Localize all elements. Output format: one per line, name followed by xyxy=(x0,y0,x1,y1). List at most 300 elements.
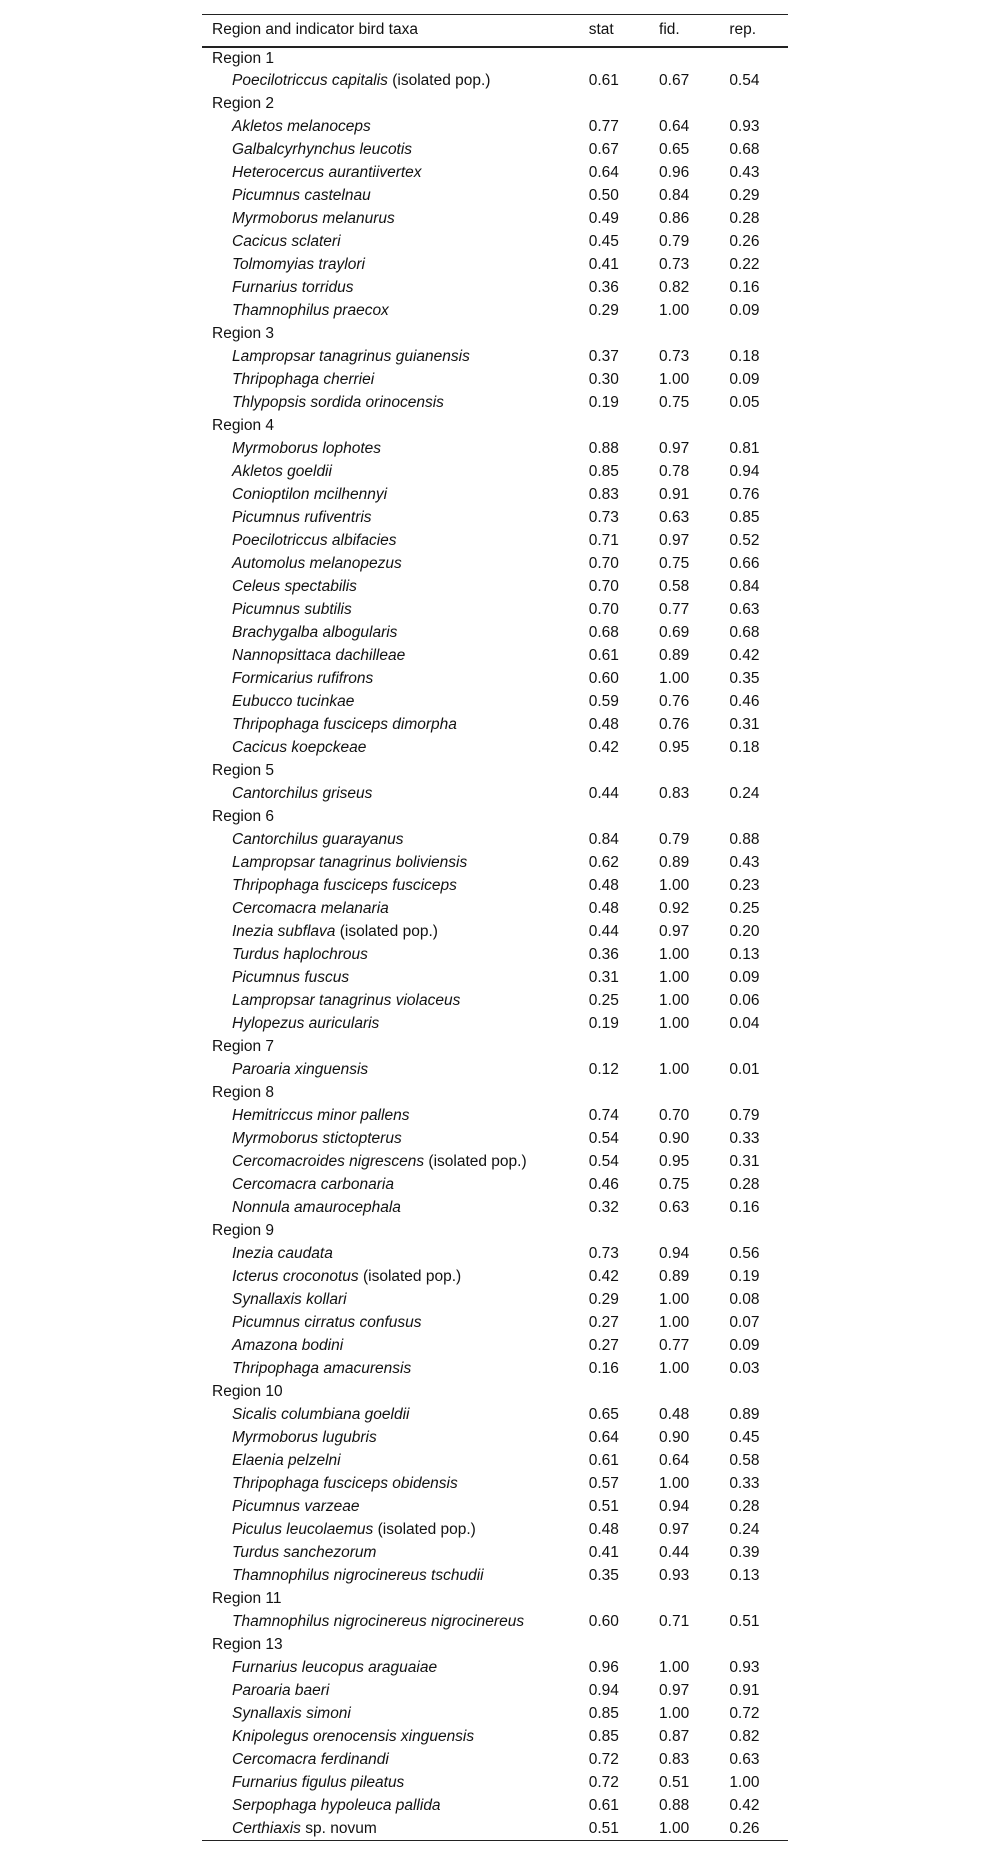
stat-value: 0.70 xyxy=(588,601,619,618)
fidelity-value: 1.00 xyxy=(659,1291,690,1308)
representativeness-value: 0.72 xyxy=(729,1705,760,1722)
fidelity-value: 0.90 xyxy=(659,1130,690,1147)
taxon-cell xyxy=(202,829,589,852)
fidelity-value: 0.83 xyxy=(659,1751,690,1768)
table-row xyxy=(202,875,788,898)
region-label: Region 7 xyxy=(212,1038,275,1055)
taxon-cell xyxy=(202,1519,589,1542)
table-row xyxy=(202,1657,788,1680)
taxon-cell xyxy=(202,277,589,300)
representativeness-value: 0.56 xyxy=(729,1245,760,1262)
header-taxa: Region and indicator bird taxa xyxy=(202,15,589,47)
taxon-name: Cercomacra melanaria xyxy=(232,900,389,917)
taxon-name: Inezia caudata xyxy=(232,1245,333,1262)
taxon-name: Hemitriccus minor pallens xyxy=(232,1107,410,1124)
table-row xyxy=(202,898,788,921)
table-row xyxy=(202,1013,788,1036)
fidelity-value: 0.83 xyxy=(659,785,690,802)
fidelity-value: 1.00 xyxy=(659,969,690,986)
table-row xyxy=(202,507,788,530)
stat-value: 0.37 xyxy=(588,348,619,365)
stat-value: 0.68 xyxy=(588,624,619,641)
taxon-name: Synallaxis kollari xyxy=(232,1291,347,1308)
representativeness-value: 0.79 xyxy=(729,1107,760,1124)
table-row xyxy=(202,967,788,990)
taxon-name: Poecilotriccus albifacies xyxy=(232,532,397,549)
stat-value: 0.67 xyxy=(588,141,619,158)
table-row xyxy=(202,254,788,277)
fidelity-value: 0.75 xyxy=(659,555,690,572)
fidelity-value: 0.71 xyxy=(659,1613,690,1630)
taxon-cell xyxy=(202,1105,589,1128)
stat-value: 0.42 xyxy=(588,1268,619,1285)
fidelity-value: 1.00 xyxy=(659,1659,690,1676)
representativeness-value: 0.16 xyxy=(729,279,760,296)
table-row xyxy=(202,576,788,599)
stat-value: 0.72 xyxy=(588,1751,619,1768)
taxon-cell xyxy=(202,530,589,553)
representativeness-value: 0.13 xyxy=(729,946,760,963)
table-row xyxy=(202,1542,788,1565)
taxon-cell xyxy=(202,576,589,599)
representativeness-value: 0.35 xyxy=(729,670,760,687)
representativeness-value: 0.46 xyxy=(729,693,760,710)
taxon-cell xyxy=(202,1795,589,1818)
fidelity-value: 0.63 xyxy=(659,509,690,526)
taxon-note: sp. novum xyxy=(300,1819,377,1837)
taxon-cell xyxy=(202,1335,589,1358)
representativeness-value: 0.28 xyxy=(729,1176,760,1193)
taxon-name: Conioptilon mcilhennyi xyxy=(232,486,388,503)
region-row xyxy=(202,1082,788,1105)
table-row xyxy=(202,1312,788,1335)
taxon-name: Furnarius figulus pileatus xyxy=(232,1774,405,1791)
fidelity-value: 0.76 xyxy=(659,693,690,710)
taxon-name: Nannopsittaca dachilleae xyxy=(232,647,406,664)
stat-value: 0.65 xyxy=(588,1406,619,1423)
fidelity-value: 0.73 xyxy=(659,256,690,273)
taxon-name: Paroaria xinguensis xyxy=(232,1061,369,1078)
table-row xyxy=(202,208,788,231)
taxon-cell xyxy=(202,300,589,323)
taxon-cell xyxy=(202,231,589,254)
taxon-name: Cercomacra carbonaria xyxy=(232,1176,394,1193)
representativeness-value: 0.03 xyxy=(729,1360,760,1377)
fidelity-value: 0.97 xyxy=(659,532,690,549)
fidelity-value: 0.75 xyxy=(659,394,690,411)
fidelity-value: 0.93 xyxy=(659,1567,690,1584)
taxon-name: Hylopezus auricularis xyxy=(232,1015,380,1032)
stat-value: 0.29 xyxy=(588,1291,619,1308)
taxon-name: Thripophaga fusciceps obidensis xyxy=(232,1475,458,1492)
representativeness-value: 0.22 xyxy=(729,256,760,273)
representativeness-value: 0.54 xyxy=(729,72,760,89)
representativeness-value: 0.09 xyxy=(729,969,760,986)
taxon-name: Elaenia pelzelni xyxy=(232,1452,341,1469)
representativeness-value: 0.58 xyxy=(729,1452,760,1469)
taxon-name: Thripophaga fusciceps dimorpha xyxy=(232,716,457,733)
representativeness-value: 1.00 xyxy=(729,1774,760,1791)
taxon-cell xyxy=(202,875,589,898)
stat-value: 0.77 xyxy=(588,118,619,135)
region-label: Region 13 xyxy=(212,1636,283,1653)
table-row xyxy=(202,921,788,944)
taxon-cell xyxy=(202,1059,589,1082)
taxon-name: Cantorchilus griseus xyxy=(232,785,373,802)
table-row xyxy=(202,1703,788,1726)
taxon-name: Tolmomyias traylori xyxy=(232,256,365,273)
fidelity-value: 0.58 xyxy=(659,578,690,595)
taxon-name: Thamnophilus nigrocinereus nigrocinereus xyxy=(232,1613,525,1630)
stat-value: 0.16 xyxy=(588,1360,619,1377)
taxon-name: Cacicus sclateri xyxy=(232,233,341,250)
taxon-cell xyxy=(202,668,589,691)
stat-value: 0.41 xyxy=(588,256,619,273)
representativeness-value: 0.31 xyxy=(729,1153,760,1170)
taxon-name: Automolus melanopezus xyxy=(232,555,402,572)
stat-value: 0.51 xyxy=(588,1498,619,1515)
table-row xyxy=(202,438,788,461)
stat-value: 0.61 xyxy=(588,1452,619,1469)
region-label: Region 2 xyxy=(212,95,275,112)
table-row xyxy=(202,185,788,208)
representativeness-value: 0.18 xyxy=(729,348,760,365)
stat-value: 0.42 xyxy=(588,739,619,756)
taxon-name: Akletos melanoceps xyxy=(232,118,371,135)
region-label: Region 9 xyxy=(212,1222,275,1239)
taxon-name: Paroaria baeri xyxy=(232,1682,330,1699)
table-row xyxy=(202,70,788,93)
stat-value: 0.84 xyxy=(588,831,619,848)
table-row xyxy=(202,1427,788,1450)
region-row xyxy=(202,93,788,116)
fidelity-value: 0.94 xyxy=(659,1245,690,1262)
fidelity-value: 1.00 xyxy=(659,1705,690,1722)
taxon-name: Picumnus fuscus xyxy=(232,969,350,986)
taxon-name: Thripophaga cherriei xyxy=(232,371,375,388)
table-row xyxy=(202,852,788,875)
representativeness-value: 0.88 xyxy=(729,831,760,848)
stat-value: 0.27 xyxy=(588,1337,619,1354)
table-row xyxy=(202,1059,788,1082)
representativeness-value: 0.51 xyxy=(729,1613,760,1630)
representativeness-value: 0.43 xyxy=(729,854,760,871)
region-row xyxy=(202,1588,788,1611)
representativeness-value: 0.23 xyxy=(729,877,760,894)
stat-value: 0.70 xyxy=(588,578,619,595)
table-row xyxy=(202,231,788,254)
fidelity-value: 0.96 xyxy=(659,164,690,181)
stat-value: 0.41 xyxy=(588,1544,619,1561)
stat-value: 0.85 xyxy=(588,1705,619,1722)
taxon-cell xyxy=(202,254,589,277)
stat-value: 0.60 xyxy=(588,670,619,687)
table-row xyxy=(202,714,788,737)
taxon-cell xyxy=(202,1289,589,1312)
table-header-row xyxy=(202,15,788,47)
stat-value: 0.19 xyxy=(588,394,619,411)
fidelity-value: 0.89 xyxy=(659,647,690,664)
representativeness-value: 0.66 xyxy=(729,555,760,572)
taxon-name: Furnarius leucopus araguaiae xyxy=(232,1659,438,1676)
stat-value: 0.59 xyxy=(588,693,619,710)
stat-value: 0.48 xyxy=(588,1521,619,1538)
header-fid: fid. xyxy=(659,15,729,47)
stat-value: 0.62 xyxy=(588,854,619,871)
representativeness-value: 0.20 xyxy=(729,923,760,940)
taxon-cell xyxy=(202,1565,589,1588)
region-label: Region 5 xyxy=(212,762,275,779)
region-label: Region 3 xyxy=(212,325,275,342)
region-label: Region 1 xyxy=(212,49,275,67)
taxon-name: Thlypopsis sordida orinocensis xyxy=(232,394,444,411)
table-row xyxy=(202,1289,788,1312)
stat-value: 0.73 xyxy=(588,509,619,526)
taxon-name: Nonnula amaurocephala xyxy=(232,1199,401,1216)
representativeness-value: 0.26 xyxy=(729,1818,788,1841)
fidelity-value: 0.87 xyxy=(659,1728,690,1745)
table-row xyxy=(202,1174,788,1197)
taxon-cell xyxy=(202,599,589,622)
taxon-cell xyxy=(202,70,589,93)
representativeness-value: 0.52 xyxy=(729,532,760,549)
table-row xyxy=(202,1473,788,1496)
fidelity-value: 0.79 xyxy=(659,233,690,250)
stat-value: 0.71 xyxy=(588,532,619,549)
table-row xyxy=(202,1749,788,1772)
fidelity-value: 1.00 xyxy=(659,1360,690,1377)
taxon-cell xyxy=(202,162,589,185)
representativeness-value: 0.09 xyxy=(729,371,760,388)
representativeness-value: 0.81 xyxy=(729,440,760,457)
taxon-name: Cacicus koepckeae xyxy=(232,739,367,756)
table-row xyxy=(202,737,788,760)
table-row xyxy=(202,944,788,967)
representativeness-value: 0.85 xyxy=(729,509,760,526)
table-row xyxy=(202,1197,788,1220)
region-row xyxy=(202,1634,788,1657)
stat-value: 0.94 xyxy=(588,1682,619,1699)
taxon-cell xyxy=(202,852,589,875)
fidelity-value: 0.69 xyxy=(659,624,690,641)
stat-value: 0.19 xyxy=(588,1015,619,1032)
taxon-cell xyxy=(202,1473,589,1496)
taxon-name: Picumnus castelnau xyxy=(232,187,371,204)
fidelity-value: 1.00 xyxy=(659,1314,690,1331)
taxon-name: Picumnus cirratus confusus xyxy=(232,1314,422,1331)
taxon-cell xyxy=(202,1151,589,1174)
taxon-cell xyxy=(202,1404,589,1427)
taxon-name: Akletos goeldii xyxy=(232,463,332,480)
stat-value: 0.54 xyxy=(588,1130,619,1147)
taxon-cell xyxy=(202,369,589,392)
taxon-name: Celeus spectabilis xyxy=(232,578,357,595)
taxon-cell xyxy=(202,1680,589,1703)
region-row xyxy=(202,760,788,783)
taxon-cell xyxy=(202,967,589,990)
stat-value: 0.70 xyxy=(588,555,619,572)
stat-value: 0.96 xyxy=(588,1659,619,1676)
taxon-name: Synallaxis simoni xyxy=(232,1705,351,1722)
representativeness-value: 0.05 xyxy=(729,394,760,411)
stat-value: 0.85 xyxy=(588,463,619,480)
table-row xyxy=(202,1450,788,1473)
stat-value: 0.49 xyxy=(588,210,619,227)
representativeness-value: 0.82 xyxy=(729,1728,760,1745)
header-stat: stat xyxy=(589,15,659,47)
region-label: Region 6 xyxy=(212,808,275,825)
stat-value: 0.85 xyxy=(588,1728,619,1745)
representativeness-value: 0.04 xyxy=(729,1015,760,1032)
fidelity-value: 0.75 xyxy=(659,1176,690,1193)
taxon-name: Myrmoborus lugubris xyxy=(232,1429,377,1446)
taxon-cell xyxy=(202,622,589,645)
taxon-cell xyxy=(202,1611,589,1634)
taxon-cell xyxy=(202,944,589,967)
taxon-note: (isolated pop.) xyxy=(373,1521,476,1538)
table-row xyxy=(202,1266,788,1289)
fidelity-value: 0.91 xyxy=(659,486,690,503)
stat-value: 0.88 xyxy=(588,440,619,457)
taxon-name: Icterus croconotus xyxy=(232,1268,359,1285)
table-row xyxy=(202,369,788,392)
taxon-name: Brachygalba albogularis xyxy=(232,624,398,641)
representativeness-value: 0.01 xyxy=(729,1061,760,1078)
representativeness-value: 0.42 xyxy=(729,1797,760,1814)
stat-value: 0.12 xyxy=(588,1061,619,1078)
table-row xyxy=(202,346,788,369)
stat-value: 0.27 xyxy=(588,1314,619,1331)
fidelity-value: 0.63 xyxy=(659,1199,690,1216)
fidelity-value: 1.00 xyxy=(659,1061,690,1078)
region-row xyxy=(202,1220,788,1243)
table-row xyxy=(202,392,788,415)
representativeness-value: 0.28 xyxy=(729,1498,760,1515)
fidelity-value: 0.73 xyxy=(659,348,690,365)
fidelity-value: 1.00 xyxy=(659,1015,690,1032)
region-label: Region 4 xyxy=(212,417,275,434)
table-row xyxy=(202,484,788,507)
stat-value: 0.25 xyxy=(588,992,619,1009)
table-row xyxy=(202,116,788,139)
taxon-name: Lampropsar tanagrinus boliviensis xyxy=(232,854,468,871)
taxon-name: Thripophaga fusciceps fusciceps xyxy=(232,877,457,894)
representativeness-value: 0.13 xyxy=(729,1567,760,1584)
representativeness-value: 0.18 xyxy=(729,739,760,756)
taxon-cell xyxy=(202,783,589,806)
table-row xyxy=(202,1611,788,1634)
taxon-name: Lampropsar tanagrinus violaceus xyxy=(232,992,461,1009)
fidelity-value: 1.00 xyxy=(659,992,690,1009)
stat-value: 0.64 xyxy=(588,164,619,181)
fidelity-value: 0.65 xyxy=(659,141,690,158)
fidelity-value: 0.51 xyxy=(659,1774,690,1791)
taxon-name: Thripophaga amacurensis xyxy=(232,1360,412,1377)
taxon-name: Cercomacra ferdinandi xyxy=(232,1751,389,1768)
fidelity-value: 0.84 xyxy=(659,187,690,204)
table-row xyxy=(202,691,788,714)
representativeness-value: 0.24 xyxy=(729,1521,760,1538)
fidelity-value: 0.76 xyxy=(659,716,690,733)
fidelity-value: 0.97 xyxy=(659,1521,690,1538)
taxon-cell xyxy=(202,1542,589,1565)
representativeness-value: 0.76 xyxy=(729,486,760,503)
taxon-cell xyxy=(202,1312,589,1335)
taxon-cell xyxy=(202,1128,589,1151)
region-row xyxy=(202,1036,788,1059)
stat-value: 0.51 xyxy=(589,1818,659,1841)
representativeness-value: 0.24 xyxy=(729,785,760,802)
stat-value: 0.60 xyxy=(588,1613,619,1630)
representativeness-value: 0.31 xyxy=(729,716,760,733)
representativeness-value: 0.39 xyxy=(729,1544,760,1561)
representativeness-value: 0.91 xyxy=(729,1682,760,1699)
taxon-name: Heterocercus aurantiivertex xyxy=(232,164,422,181)
fidelity-value: 0.67 xyxy=(659,72,690,89)
table-row xyxy=(202,990,788,1013)
representativeness-value: 0.42 xyxy=(729,647,760,664)
taxon-note: (isolated pop.) xyxy=(424,1153,527,1170)
stat-value: 0.50 xyxy=(588,187,619,204)
stat-value: 0.46 xyxy=(588,1176,619,1193)
table-row xyxy=(202,1105,788,1128)
representativeness-value: 0.09 xyxy=(729,1337,760,1354)
representativeness-value: 0.63 xyxy=(729,1751,760,1768)
stat-value: 0.73 xyxy=(588,1245,619,1262)
taxon-cell xyxy=(202,553,589,576)
representativeness-value: 0.07 xyxy=(729,1314,760,1331)
representativeness-value: 0.68 xyxy=(729,141,760,158)
stat-value: 0.44 xyxy=(588,923,619,940)
stat-value: 0.35 xyxy=(588,1567,619,1584)
taxon-cell xyxy=(202,392,589,415)
stat-value: 0.61 xyxy=(588,72,619,89)
representativeness-value: 0.16 xyxy=(729,1199,760,1216)
table-row xyxy=(202,300,788,323)
fidelity-value: 0.77 xyxy=(659,601,690,618)
table-row xyxy=(202,783,788,806)
taxon-note: (isolated pop.) xyxy=(358,1268,462,1285)
taxon-name: Picumnus subtilis xyxy=(232,601,352,618)
stat-value: 0.44 xyxy=(588,785,619,802)
taxon-name: Picumnus varzeae xyxy=(232,1498,360,1515)
table-row xyxy=(202,829,788,852)
fidelity-value: 1.00 xyxy=(659,1475,690,1492)
region-row xyxy=(202,415,788,438)
table-row xyxy=(202,1243,788,1266)
taxon-cell xyxy=(202,1243,589,1266)
taxon-name: Amazona bodini xyxy=(232,1337,344,1354)
taxon-name: Turdus sanchezorum xyxy=(232,1544,377,1561)
taxon-cell xyxy=(202,1013,589,1036)
representativeness-value: 0.68 xyxy=(729,624,760,641)
table-row xyxy=(202,1795,788,1818)
table-row xyxy=(202,139,788,162)
representativeness-value: 0.63 xyxy=(729,601,760,618)
region-row xyxy=(202,806,788,829)
taxon-cell xyxy=(202,714,589,737)
taxon-cell xyxy=(202,898,589,921)
fidelity-value: 0.77 xyxy=(659,1337,690,1354)
taxon-cell xyxy=(202,645,589,668)
representativeness-value: 0.09 xyxy=(729,302,760,319)
fidelity-value: 0.95 xyxy=(659,1153,690,1170)
table-row xyxy=(202,1772,788,1795)
representativeness-value: 0.84 xyxy=(729,578,760,595)
taxon-note: (isolated pop.) xyxy=(335,923,438,940)
fidelity-value: 0.97 xyxy=(659,923,690,940)
table-row xyxy=(202,1818,788,1841)
